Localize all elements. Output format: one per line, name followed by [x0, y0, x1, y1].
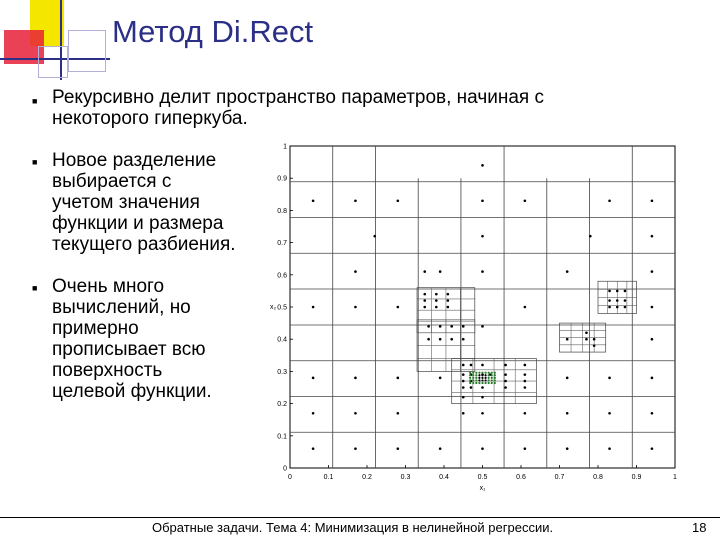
sample-point — [481, 364, 484, 367]
cluster-point — [478, 382, 480, 384]
sample-point — [447, 306, 450, 309]
cluster-point — [484, 374, 486, 376]
sample-point — [423, 306, 426, 309]
cluster-point — [491, 377, 493, 379]
sample-point — [435, 293, 438, 296]
sample-point — [462, 373, 465, 376]
sample-point — [651, 306, 654, 309]
cluster-point — [484, 382, 486, 384]
sample-point — [435, 306, 438, 309]
sample-point — [593, 338, 596, 341]
sample-point — [397, 412, 400, 415]
deco-outline-square-2 — [68, 30, 106, 72]
cluster-point — [481, 377, 483, 379]
sample-point — [585, 331, 588, 334]
cluster-point — [472, 382, 474, 384]
sample-point — [481, 396, 484, 399]
bullet-2-line-3: учетом значения — [52, 192, 200, 213]
sample-point — [651, 338, 654, 341]
y-tick-label: 0 — [283, 465, 287, 473]
sample-point — [470, 386, 473, 389]
y-tick-label: 0.1 — [277, 433, 287, 441]
cluster-point — [472, 377, 474, 379]
sample-point — [481, 270, 484, 273]
y-tick-label: 0.6 — [277, 272, 287, 280]
bullet-1-line-1: Рекурсивно делит пространство параметров, начиная с — [52, 87, 544, 108]
cluster-point — [481, 374, 483, 376]
x-axis-label: x₁ — [479, 485, 486, 492]
cluster-point — [491, 372, 493, 374]
bullet-3-line-5: поверхность — [52, 360, 163, 381]
footer-divider — [0, 517, 720, 518]
sample-point — [585, 338, 588, 341]
cluster-point — [494, 374, 496, 376]
y-tick-label: 0.8 — [277, 207, 287, 215]
cluster-point — [491, 382, 493, 384]
sample-point — [312, 199, 315, 202]
sample-point — [616, 290, 619, 293]
x-tick-label: 0.4 — [439, 474, 449, 481]
sample-point — [354, 447, 357, 450]
sample-point — [608, 306, 611, 309]
sample-point — [524, 412, 527, 415]
cluster-point — [484, 372, 486, 374]
sample-point — [481, 447, 484, 450]
sample-point — [651, 235, 654, 238]
page-number: 18 — [692, 520, 707, 535]
y-tick-label: 0.3 — [277, 368, 287, 376]
sample-point — [354, 306, 357, 309]
sample-point — [423, 270, 426, 273]
direct-partition-plot — [264, 138, 684, 500]
sample-point — [481, 325, 484, 328]
bullet-3-line-2: вычислений, но — [52, 297, 191, 318]
sample-point — [504, 364, 507, 367]
bullet-3-line-4: прописывает всю — [52, 339, 206, 360]
cluster-point — [469, 374, 471, 376]
sample-point — [481, 386, 484, 389]
sample-point — [439, 270, 442, 273]
x-tick-label: 0.8 — [593, 474, 603, 481]
sample-point — [397, 377, 400, 380]
cluster-point — [484, 377, 486, 379]
cluster-point — [494, 377, 496, 379]
sample-point — [427, 325, 430, 328]
sample-point — [566, 338, 569, 341]
sample-point — [312, 377, 315, 380]
sample-point — [566, 377, 569, 380]
x-tick-label: 0 — [288, 474, 292, 481]
sample-point — [481, 235, 484, 238]
cluster-point — [469, 377, 471, 379]
bullet-2-line-2: выбирается с — [52, 171, 172, 192]
sample-point — [462, 364, 465, 367]
cluster-point — [472, 372, 474, 374]
cluster-point — [478, 377, 480, 379]
sample-point — [397, 199, 400, 202]
bullet-1-line-2: некоторого гиперкуба. — [52, 108, 248, 129]
bullet-2-line-5: текущего разбиения. — [52, 234, 236, 255]
sample-point — [504, 373, 507, 376]
sample-point — [608, 412, 611, 415]
sample-point — [608, 290, 611, 293]
cluster-point — [472, 374, 474, 376]
sample-point — [651, 412, 654, 415]
bullet-marker-1: ■ — [32, 96, 38, 106]
sample-point — [651, 270, 654, 273]
sample-point — [423, 299, 426, 302]
sample-point — [462, 396, 465, 399]
bullet-3-line-1: Очень много — [52, 276, 165, 297]
cluster-point — [475, 372, 477, 374]
cluster-point — [478, 372, 480, 374]
cluster-point — [481, 372, 483, 374]
sample-point — [481, 412, 484, 415]
cluster-point — [488, 379, 490, 381]
sample-point — [608, 199, 611, 202]
deco-outline-square-1 — [38, 46, 68, 78]
cluster-point — [478, 374, 480, 376]
bullet-marker-3: ■ — [32, 283, 38, 293]
cluster-point — [481, 379, 483, 381]
sample-point — [427, 338, 430, 341]
bullet-2-line-4: функции и размера — [52, 213, 224, 234]
sample-point — [566, 412, 569, 415]
cluster-point — [478, 379, 480, 381]
x-tick-label: 0.6 — [516, 474, 526, 481]
sample-point — [312, 306, 315, 309]
cluster-point — [475, 382, 477, 384]
cluster-point — [488, 372, 490, 374]
sample-point — [524, 447, 527, 450]
cluster-point — [491, 379, 493, 381]
cluster-point — [472, 379, 474, 381]
sample-point — [624, 290, 627, 293]
sample-point — [524, 380, 527, 383]
sample-point — [462, 338, 465, 341]
sample-point — [354, 412, 357, 415]
sample-point — [651, 199, 654, 202]
bullet-3-line-6: целевой функции. — [52, 381, 212, 402]
sample-point — [439, 338, 442, 341]
bullet-text-2 — [52, 150, 236, 255]
sample-point — [462, 412, 465, 415]
sample-point — [435, 299, 438, 302]
sample-point — [651, 377, 654, 380]
sample-point — [450, 325, 453, 328]
sample-point — [616, 299, 619, 302]
cluster-point — [488, 382, 490, 384]
bullet-text-1 — [52, 87, 544, 129]
cluster-point — [488, 374, 490, 376]
y-tick-label: 0.9 — [277, 175, 287, 183]
sample-point — [524, 386, 527, 389]
cluster-point — [475, 377, 477, 379]
bullet-3-line-3: примерно — [52, 318, 139, 339]
sample-point — [608, 377, 611, 380]
cluster-point — [491, 374, 493, 376]
sample-point — [354, 377, 357, 380]
sample-point — [447, 299, 450, 302]
y-tick-label: 0.2 — [277, 401, 287, 409]
y-axis-label: x₂ — [270, 304, 277, 311]
sample-point — [504, 380, 507, 383]
cluster-point — [494, 382, 496, 384]
sample-point — [481, 199, 484, 202]
sample-point — [423, 293, 426, 296]
sample-point — [524, 364, 527, 367]
cluster-point — [469, 379, 471, 381]
x-tick-label: 0.2 — [362, 474, 372, 481]
sample-point — [354, 199, 357, 202]
sample-point — [524, 199, 527, 202]
sample-point — [651, 447, 654, 450]
x-tick-label: 0.9 — [631, 474, 642, 481]
sample-point — [481, 164, 484, 167]
sample-point — [524, 306, 527, 309]
sample-point — [524, 373, 527, 376]
sample-point — [462, 325, 465, 328]
bullet-text-3 — [52, 276, 212, 402]
footer-text: Обратные задачи. Тема 4: Минимизация в нелинейной регрессии. — [152, 520, 554, 535]
y-tick-label: 0.5 — [277, 304, 287, 312]
cluster-point — [475, 374, 477, 376]
sample-point — [354, 270, 357, 273]
cluster-point — [469, 372, 471, 374]
cluster-point — [494, 379, 496, 381]
bullet-marker-2: ■ — [32, 157, 38, 167]
sample-point — [462, 386, 465, 389]
sample-point — [462, 380, 465, 383]
y-tick-label: 0.4 — [277, 336, 287, 344]
x-tick-label: 0.5 — [477, 474, 488, 481]
sample-point — [589, 235, 592, 238]
sample-point — [608, 447, 611, 450]
x-tick-label: 1 — [673, 474, 677, 481]
cluster-point — [469, 382, 471, 384]
sample-point — [439, 325, 442, 328]
cluster-point — [484, 379, 486, 381]
sample-point — [504, 386, 507, 389]
x-tick-label: 0.1 — [323, 474, 334, 481]
sample-point — [397, 306, 400, 309]
bullet-2-line-1: Новое разделение — [52, 150, 217, 171]
sample-point — [373, 235, 376, 238]
sample-point — [439, 447, 442, 450]
sample-point — [312, 447, 315, 450]
sample-point — [608, 299, 611, 302]
cluster-point — [494, 372, 496, 374]
cluster-point — [475, 379, 477, 381]
y-tick-label: 0.7 — [277, 240, 287, 248]
sample-point — [616, 306, 619, 309]
cluster-point — [481, 382, 483, 384]
sample-point — [450, 338, 453, 341]
x-tick-label: 0.7 — [554, 474, 565, 481]
sample-point — [312, 412, 315, 415]
sample-point — [624, 306, 627, 309]
slide-title: Метод Di.Rect — [112, 14, 314, 49]
sample-point — [439, 377, 442, 380]
sample-point — [566, 270, 569, 273]
x-tick-label: 0.3 — [400, 474, 411, 481]
sample-point — [593, 344, 596, 347]
cluster-point — [488, 377, 490, 379]
sample-point — [397, 447, 400, 450]
y-tick-label: 1 — [283, 143, 287, 151]
sample-point — [447, 293, 450, 296]
sample-point — [566, 447, 569, 450]
sample-point — [624, 299, 627, 302]
sample-point — [470, 364, 473, 367]
